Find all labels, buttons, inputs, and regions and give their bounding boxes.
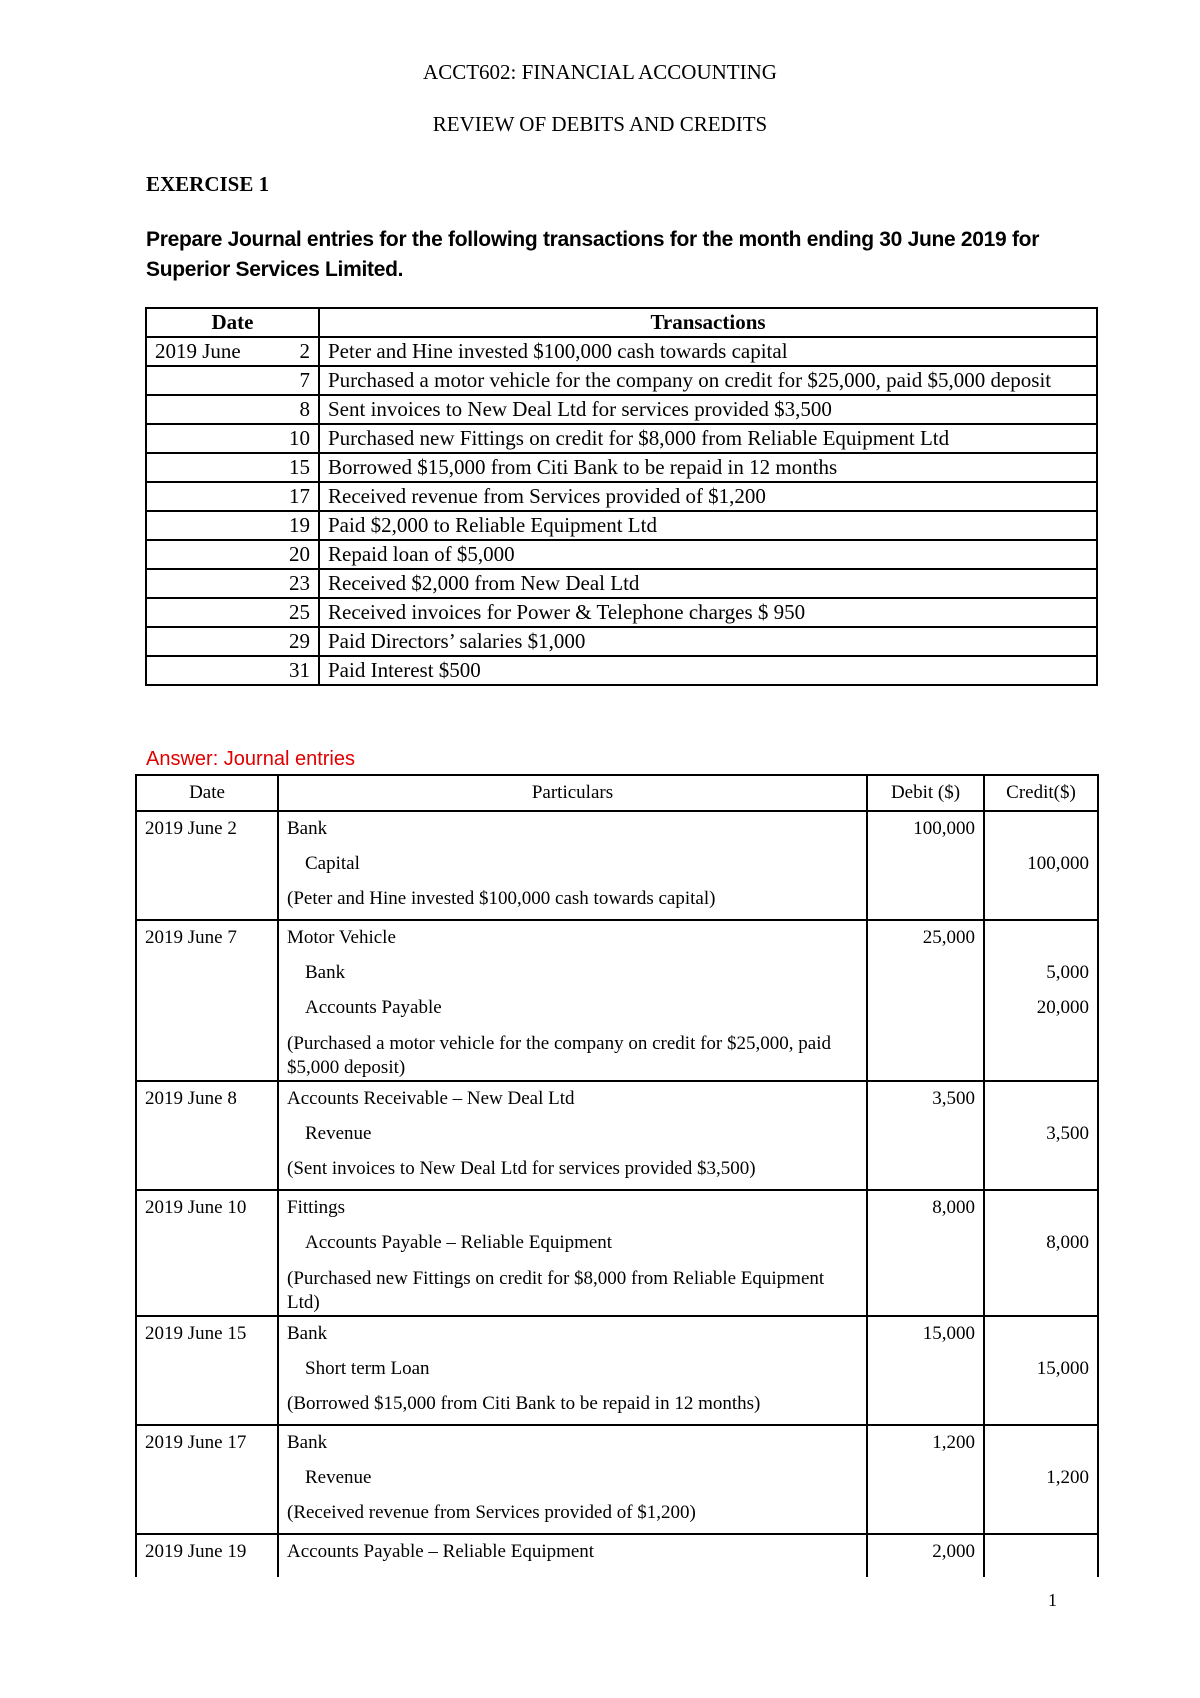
- journal-entry-date: [136, 811, 278, 920]
- credit-amount: [993, 923, 1089, 958]
- journal-entry-row: [136, 920, 1098, 1081]
- transaction-month: 2019 June: [155, 339, 241, 363]
- debit-amount: [876, 993, 975, 1028]
- debit-amount: 8,000: [932, 1197, 975, 1218]
- transaction-description: Received revenue from Services provided of $1,200: [319, 482, 1097, 511]
- journal-entry-credit: [984, 1190, 1098, 1316]
- document-subtitle: REVIEW OF DEBITS AND CREDITS: [432, 112, 768, 136]
- transaction-row: [146, 540, 1097, 569]
- transaction-day: 23: [289, 571, 310, 595]
- transaction-row: [146, 337, 1097, 366]
- journal-narration: (Purchased a motor vehicle for the company on credit for $25,000, paid $5,000 deposit): [287, 1033, 831, 1078]
- course-title: ACCT602: FINANCIAL ACCOUNTING: [423, 60, 777, 84]
- journal-debit-header: Debit ($): [867, 775, 984, 811]
- transaction-description: Sent invoices to New Deal Ltd for services provided $3,500: [319, 395, 1097, 424]
- journal-entry-credit: [984, 920, 1098, 1081]
- transaction-date-cell: [146, 482, 319, 511]
- journal-particulars-header: Particulars: [278, 775, 867, 811]
- debit-amount: 2,000: [932, 1541, 975, 1562]
- journal-date-text: 2019 June 10: [145, 1197, 247, 1218]
- transaction-date-cell: [146, 453, 319, 482]
- answer-label: Answer: Journal entries: [146, 748, 355, 770]
- credit-amount: [993, 1537, 1089, 1572]
- transaction-description: Paid Interest $500: [319, 656, 1097, 685]
- journal-date-text: 2019 June 8: [145, 1088, 237, 1109]
- account-name: Motor Vehicle: [287, 927, 396, 948]
- account-name: Bank: [287, 1323, 328, 1344]
- journal-entry-credit: [984, 1081, 1098, 1190]
- journal-entry-row: [136, 1081, 1098, 1190]
- journal-credit-header: Credit($): [984, 775, 1098, 811]
- transaction-description: Purchased a motor vehicle for the company on credit for $25,000, paid $5,000 deposit: [319, 366, 1097, 395]
- credit-amount: 15,000: [1036, 1358, 1089, 1379]
- exercise-heading: EXERCISE 1: [146, 172, 270, 196]
- journal-entry-particulars: [278, 1316, 867, 1425]
- transaction-day: 17: [289, 484, 310, 508]
- transaction-date-cell: [146, 598, 319, 627]
- journal-entry-row: [136, 811, 1098, 920]
- account-name: Bank: [305, 962, 346, 983]
- transaction-row: [146, 395, 1097, 424]
- journal-narration: (Borrowed $15,000 from Citi Bank to be repaid in 12 months): [287, 1393, 761, 1414]
- journal-entry-debit: [867, 1190, 984, 1316]
- credit-amount: [993, 1084, 1089, 1119]
- journal-entry-row: [136, 1316, 1098, 1425]
- transaction-day: 8: [299, 397, 310, 421]
- account-name: Revenue: [305, 1467, 372, 1488]
- transaction-description: Paid Directors’ salaries $1,000: [319, 627, 1097, 656]
- transaction-day: 20: [289, 542, 310, 566]
- transaction-description: Received invoices for Power & Telephone charges $ 950: [319, 598, 1097, 627]
- journal-date-text: 2019 June 17: [145, 1432, 247, 1453]
- debit-amount: 100,000: [913, 818, 975, 839]
- journal-narration: (Purchased new Fittings on credit for $8,000 from Reliable Equipment Ltd): [287, 1268, 825, 1313]
- instruction-text: Prepare Journal entries for the following transactions for the month ending 30 June 2019 for Superior Services Limited.: [146, 228, 1040, 281]
- credit-amount: [993, 1319, 1089, 1354]
- transaction-day: 29: [289, 629, 310, 653]
- journal-table: [135, 774, 1099, 1577]
- journal-entry-date: [136, 1081, 278, 1190]
- transaction-row: [146, 627, 1097, 656]
- journal-entry-credit: [984, 811, 1098, 920]
- transaction-day: 25: [289, 600, 310, 624]
- transaction-description: Peter and Hine invested $100,000 cash towards capital: [319, 337, 1097, 366]
- journal-entry-date: [136, 1316, 278, 1425]
- transaction-date-cell: [146, 627, 319, 656]
- transactions-column-header: Transactions: [319, 308, 1097, 337]
- journal-entry-debit: [867, 1425, 984, 1534]
- journal-narration: (Sent invoices to New Deal Ltd for services provided $3,500): [287, 1158, 756, 1179]
- transaction-description: Received $2,000 from New Deal Ltd: [319, 569, 1097, 598]
- transaction-row: [146, 482, 1097, 511]
- transaction-day: 31: [289, 658, 310, 682]
- credit-amount: [993, 1428, 1089, 1463]
- debit-amount: 25,000: [922, 927, 975, 948]
- journal-entry-particulars: [278, 811, 867, 920]
- credit-amount: 3,500: [1046, 1123, 1089, 1144]
- page-number: 1: [1048, 1590, 1057, 1610]
- transaction-date-cell: [146, 511, 319, 540]
- journal-entry-row: [136, 1534, 1098, 1577]
- account-name: Accounts Payable – Reliable Equipment: [305, 1232, 613, 1253]
- debit-amount: 1,200: [932, 1432, 975, 1453]
- journal-entry-date: [136, 920, 278, 1081]
- credit-amount: [993, 1193, 1089, 1228]
- transaction-date-cell: [146, 569, 319, 598]
- transaction-row: [146, 511, 1097, 540]
- account-name: Fittings: [287, 1197, 346, 1218]
- transaction-date-cell: [146, 366, 319, 395]
- journal-date-text: 2019 June 19: [145, 1541, 247, 1562]
- debit-amount: [876, 849, 975, 884]
- journal-entry-debit: [867, 811, 984, 920]
- date-column-header: Date: [146, 308, 319, 337]
- credit-amount: 100,000: [1027, 853, 1089, 874]
- transaction-row: [146, 656, 1097, 685]
- transaction-description: Repaid loan of $5,000: [319, 540, 1097, 569]
- transaction-date-cell: [146, 424, 319, 453]
- transaction-row: [146, 598, 1097, 627]
- account-name: Accounts Payable: [305, 997, 442, 1018]
- account-name: Short term Loan: [305, 1358, 430, 1379]
- journal-entry-row: [136, 1425, 1098, 1534]
- journal-entry-row: [136, 1190, 1098, 1316]
- credit-amount: 5,000: [1046, 962, 1089, 983]
- journal-entry-particulars: [278, 1425, 867, 1534]
- debit-amount: 15,000: [922, 1323, 975, 1344]
- journal-date-text: 2019 June 7: [145, 927, 237, 948]
- account-name: Capital: [305, 853, 360, 874]
- journal-entry-particulars: [278, 1081, 867, 1190]
- journal-entry-debit: [867, 1316, 984, 1425]
- account-name: Bank: [287, 1432, 328, 1453]
- debit-amount: [876, 1354, 975, 1389]
- journal-entry-debit: [867, 1081, 984, 1190]
- journal-entry-credit: [984, 1425, 1098, 1534]
- journal-entry-particulars: [278, 920, 867, 1081]
- journal-date-text: 2019 June 15: [145, 1323, 247, 1344]
- journal-entry-debit: [867, 1534, 984, 1577]
- account-name: Accounts Receivable – New Deal Ltd: [287, 1088, 575, 1109]
- transaction-day: 19: [289, 513, 310, 537]
- account-name: Accounts Payable – Reliable Equipment: [287, 1541, 595, 1562]
- transaction-description: Borrowed $15,000 from Citi Bank to be repaid in 12 months: [319, 453, 1097, 482]
- debit-amount: [876, 1228, 975, 1263]
- journal-entry-credit: [984, 1534, 1098, 1577]
- debit-amount: [876, 1119, 975, 1154]
- transaction-day: 10: [289, 426, 310, 450]
- transaction-date-cell: [146, 540, 319, 569]
- journal-date-header: Date: [136, 775, 278, 811]
- transactions-table: [145, 307, 1098, 686]
- journal-entry-credit: [984, 1316, 1098, 1425]
- transaction-description: Purchased new Fittings on credit for $8,000 from Reliable Equipment Ltd: [319, 424, 1097, 453]
- transaction-row: [146, 569, 1097, 598]
- transaction-day: 7: [299, 368, 310, 392]
- journal-entry-date: [136, 1190, 278, 1316]
- debit-amount: [876, 1463, 975, 1498]
- credit-amount: 8,000: [1046, 1232, 1089, 1253]
- journal-entry-particulars: [278, 1190, 867, 1316]
- transaction-row: [146, 453, 1097, 482]
- transaction-date-cell: [146, 656, 319, 685]
- journal-narration: (Peter and Hine invested $100,000 cash towards capital): [287, 888, 716, 909]
- credit-amount: 20,000: [1036, 997, 1089, 1018]
- debit-amount: 3,500: [932, 1088, 975, 1109]
- transaction-description: Paid $2,000 to Reliable Equipment Ltd: [319, 511, 1097, 540]
- transaction-row: [146, 366, 1097, 395]
- journal-narration: (Received revenue from Services provided of $1,200): [287, 1502, 696, 1523]
- transaction-day: 2: [299, 339, 310, 363]
- transaction-day: 15: [289, 455, 310, 479]
- transaction-row: [146, 424, 1097, 453]
- journal-entry-debit: [867, 920, 984, 1081]
- journal-entry-date: [136, 1534, 278, 1577]
- transaction-date-cell: [146, 395, 319, 424]
- account-name: Bank: [287, 818, 328, 839]
- credit-amount: 1,200: [1046, 1467, 1089, 1488]
- transaction-date-cell: [146, 337, 319, 366]
- account-name: Revenue: [305, 1123, 372, 1144]
- credit-amount: [993, 814, 1089, 849]
- journal-date-text: 2019 June 2: [145, 818, 237, 839]
- debit-amount: [876, 958, 975, 993]
- journal-entry-date: [136, 1425, 278, 1534]
- journal-entry-particulars: [278, 1534, 867, 1577]
